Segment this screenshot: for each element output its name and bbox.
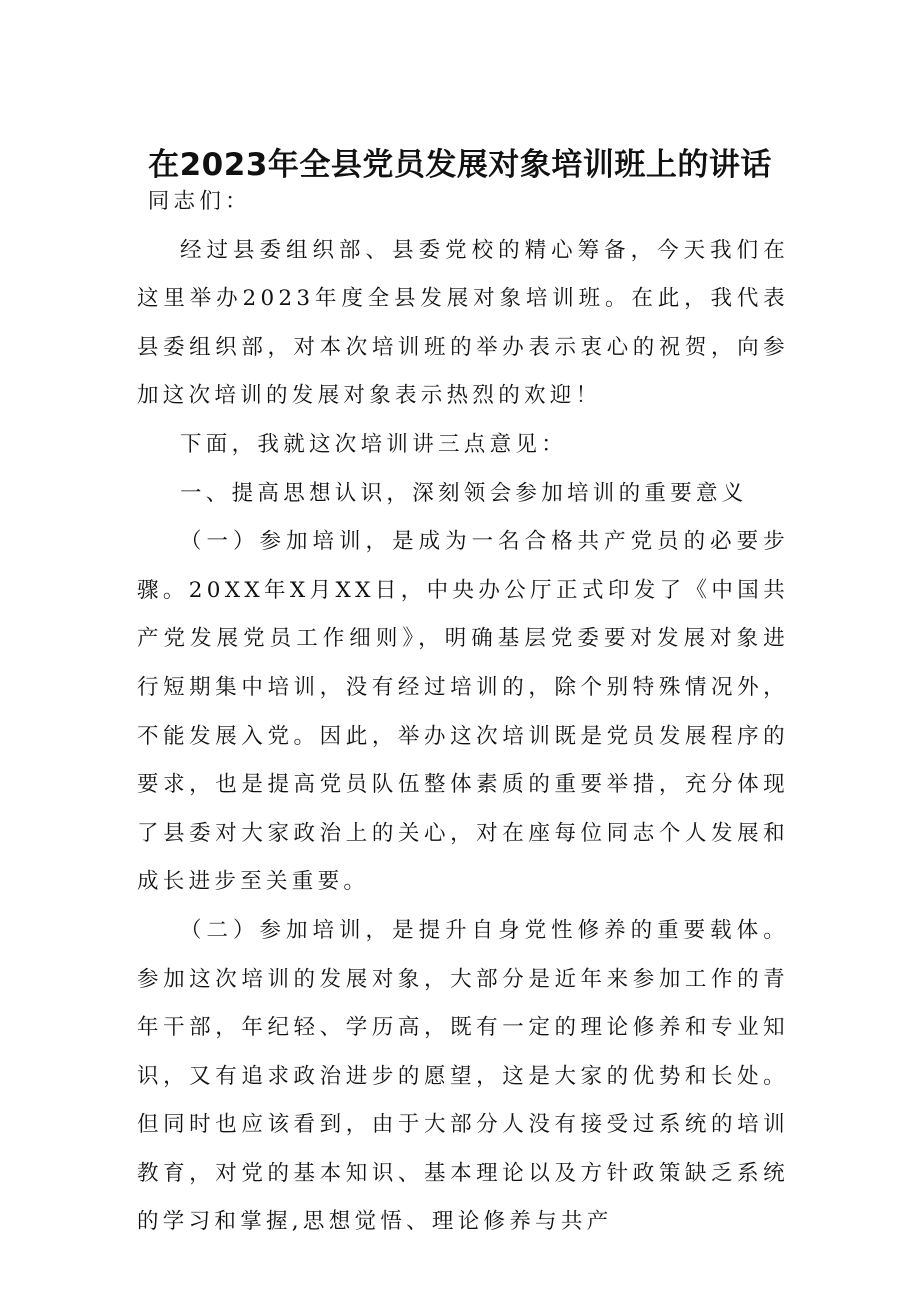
salutation: 同志们： bbox=[147, 189, 251, 214]
paragraph-intro: 下面，我就这次培训讲三点意见： bbox=[180, 431, 568, 457]
section-heading-1: 一、提高思想认识，深刻领会参加培训的重要意义 bbox=[180, 480, 748, 506]
document-body bbox=[137, 178, 789, 1247]
paragraph-point-1: （一）参加培训，是成为一名合格共产党员的必要步骤。20XX年X月XX日，中央办公厅正式印发了《中国共产党发展党员工作细则》，明确基层党委要对发展对象进行短期集中培训，没有经过培训的，除个别特殊情况外，不能发展入党。因此，举办这次培训既是党员发展程序的要求，也是提高党员队伍整体素质的重要举措，充分体现了县委对大家政治上的关心，对在座每位同志个人发展和成长进步至关重要。 bbox=[137, 529, 789, 895]
paragraph-point-2: （二）参加培训，是提升自身党性修养的重要载体。参加这次培训的发展对象，大部分是近年来参加工作的青年干部，年纪轻、学历高，既有一定的理论修养和专业知识，又有追求政治进步的愿望，这是大家的优势和长处。但同时也应该看到，由于大部分人没有接受过系统的培训教育，对党的基本知识、基本理论以及方针政策缺乏系统的学习和掌握,思想觉悟、理论修养与共产 bbox=[137, 917, 789, 1235]
paragraph-opening: 经过县委组织部、县委党校的精心筹备，今天我们在这里举办2023年度全县发展对象培训班。在此，我代表县委组织部，对本次培训班的举办表示衷心的祝贺，向参加这次培训的发展对象表示热烈的欢迎！ bbox=[137, 237, 789, 409]
document-title: 在2023年全县党员发展对象培训班上的讲话 bbox=[148, 147, 772, 183]
